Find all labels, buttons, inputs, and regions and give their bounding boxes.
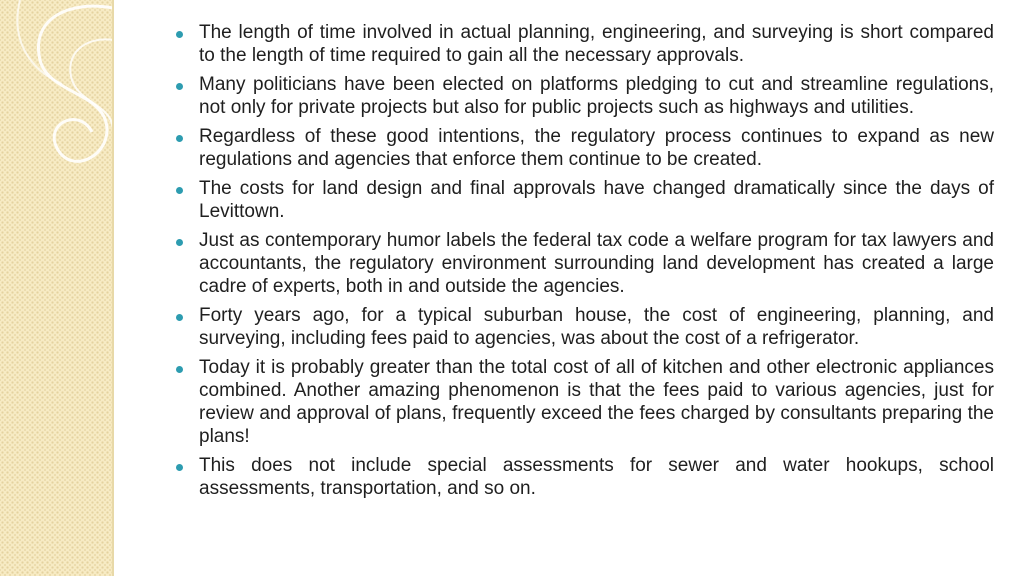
- swirl-ornament: [0, 0, 113, 260]
- bullet-item: [174, 230, 994, 298]
- bullet-item: [174, 178, 994, 224]
- bullet-item: [174, 305, 994, 351]
- decorative-sidebar: [0, 0, 113, 576]
- bullet-text: Regardless of these good intentions, the regulatory process continues to expand as new regulations and agencies that enforce them continue to be created.: [199, 126, 994, 170]
- sidebar-divider: [112, 0, 114, 576]
- bullet-icon: [176, 239, 183, 246]
- bullet-text: This does not include special assessments for sewer and water hookups, school assessments, transportation, and so on.: [199, 455, 994, 499]
- bullet-icon: [176, 366, 183, 373]
- bullet-icon: [176, 464, 183, 471]
- bullet-item: [174, 22, 994, 68]
- bullet-icon: [176, 187, 183, 194]
- bullet-icon: [176, 135, 183, 142]
- bullet-text: Forty years ago, for a typical suburban house, the cost of engineering, planning, and surveying, including fees paid to agencies, was about the cost of a refrigerator.: [199, 305, 994, 350]
- bullet-icon: [176, 31, 183, 38]
- bullet-item: [174, 74, 994, 120]
- bullet-item: [174, 455, 994, 501]
- bullet-text: Today it is probably greater than the total cost of all of kitchen and other electronic appliances combined. Another amazing phenomenon is that the fees paid to various agencies, just for review and approval of plans, frequently exceed the fees charged by consultants preparing the plans!: [199, 357, 994, 447]
- bullet-list: [174, 22, 994, 501]
- bullet-item: [174, 357, 994, 448]
- bullet-text: The costs for land design and final approvals have changed dramatically since the days of Levittown.: [199, 178, 994, 223]
- slide-content: [174, 22, 994, 507]
- bullet-icon: [176, 314, 183, 321]
- bullet-text: Just as contemporary humor labels the federal tax code a welfare program for tax lawyers and accountants, the regulatory environment surrounding land development has created a large cadre of experts, both in and outside the agencies.: [199, 230, 994, 297]
- bullet-text: Many politicians have been elected on platforms pledging to cut and streamline regulations, not only for private projects but also for public projects such as highways and utilities.: [199, 74, 994, 118]
- bullet-icon: [176, 83, 183, 90]
- bullet-item: [174, 126, 994, 172]
- bullet-text: The length of time involved in actual planning, engineering, and surveying is short compared to the length of time required to gain all the necessary approvals.: [199, 22, 994, 66]
